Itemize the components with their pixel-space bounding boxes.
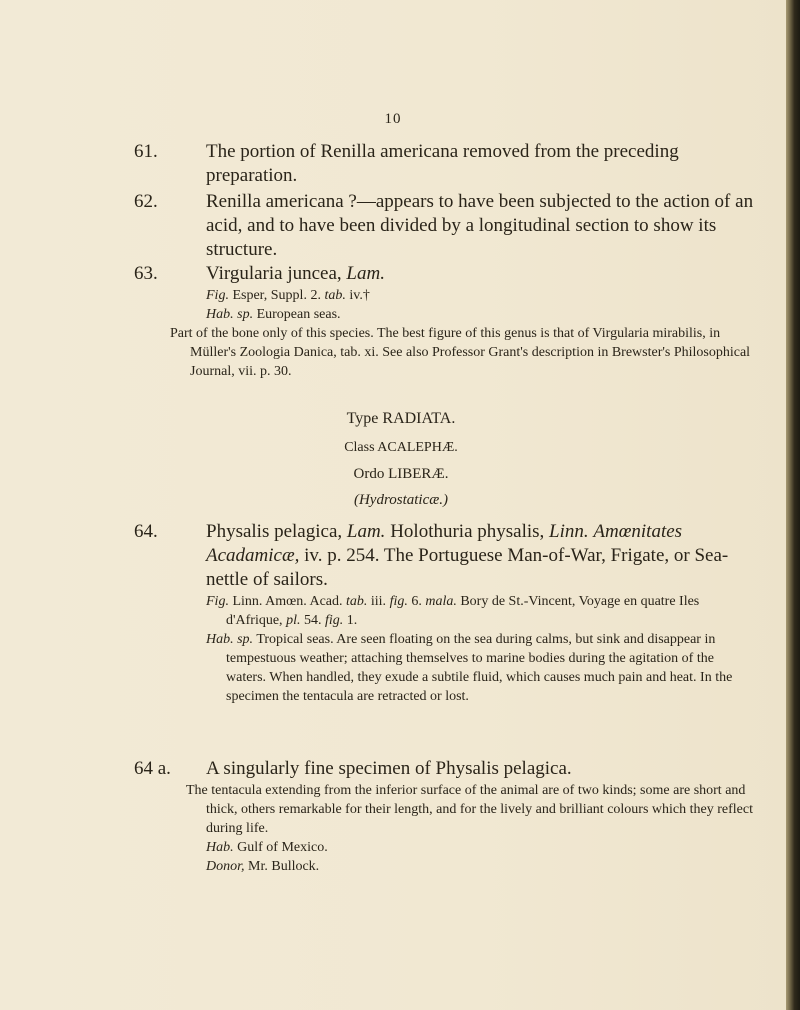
page-number: 10 [384,111,402,127]
species-authority: Lam. [346,263,385,284]
reference-title: Amœnitates Acadamicæ, [206,521,683,566]
entry-number: 64 a. [134,758,171,779]
entry-62 [134,190,754,262]
species-name: Physalis pelagica, [206,521,343,542]
entry-title: Renilla americana ?—appears to have been subjected to the action of an acid, and to have been divided by a longitudinal section to show its structure. [206,191,754,260]
reference-author: Linn. [549,521,589,542]
common-name: The Portuguese Man-of-War, Frigate, or Sea-nettle of sailors. [206,545,729,590]
order-heading: Ordo LIBERÆ. [353,466,449,482]
synonym: Holothuria physalis, [390,521,545,542]
donor: Donor, Mr. Bullock. [206,859,320,874]
type-heading: Type RADIATA. [346,410,456,427]
habitat: Hab. Gulf of Mexico. [206,840,328,855]
entry-title: The portion of Renilla americana removed from the preceding preparation. [206,141,679,186]
reference-page: iv. p. 254. [304,545,380,566]
entry-61 [134,140,754,188]
page-edge-binding [786,0,800,1010]
figure-reference: Fig. Esper, Suppl. 2. tab. iv.† [206,288,370,303]
entry-description: The tentacula extending from the inferior surface of the animal are of two kinds; some are short and thick, others remarkable for their length, and for the lively and brilliant colours which they reflect during life. [186,783,753,836]
figure-reference: Fig. Linn. Amœn. Acad. tab. iii. fig. 6. mala. Bory de St.-Vincent, Voyage en quatre Iles d'Afrique, pl. 54. fig. 1. [206,594,700,628]
habitat: Hab. sp. Tropical seas. Are seen floating on the sea during calms, but sink and disappear in tempestuous weather; attaching themselves to marine bodies during the agitation of the waters. When handled, they exude a subtile fluid, which causes much pain and heat. In the specimen the tentacula are retracted or lost. [206,632,733,704]
class-heading: Class ACALEPHÆ. [344,440,458,455]
entry-number: 62. [134,191,158,212]
species-name: Virgularia juncea, [206,263,342,284]
entry-64a [134,757,754,876]
entry-64 [134,520,754,706]
entry-number: 63. [134,263,158,284]
habitat: Hab. sp. European seas. [206,307,341,322]
entry-number: 61. [134,141,158,162]
entry-number: 64. [134,521,158,542]
entry-note: Part of the bone only of this species. The best figure of this genus is that of Virgularia mirabilis, in Müller's Zoologia Danica, tab. xi. See also Professor Grant's description in Brewster's Philosophical Journal, vii. p. 30. [170,326,751,379]
family-heading: (Hydrostaticæ.) [353,492,448,508]
entry-63 [134,262,754,381]
species-authority: Lam. [346,521,386,542]
entry-title: A singularly fine specimen of Physalis pelagica. [206,758,572,779]
